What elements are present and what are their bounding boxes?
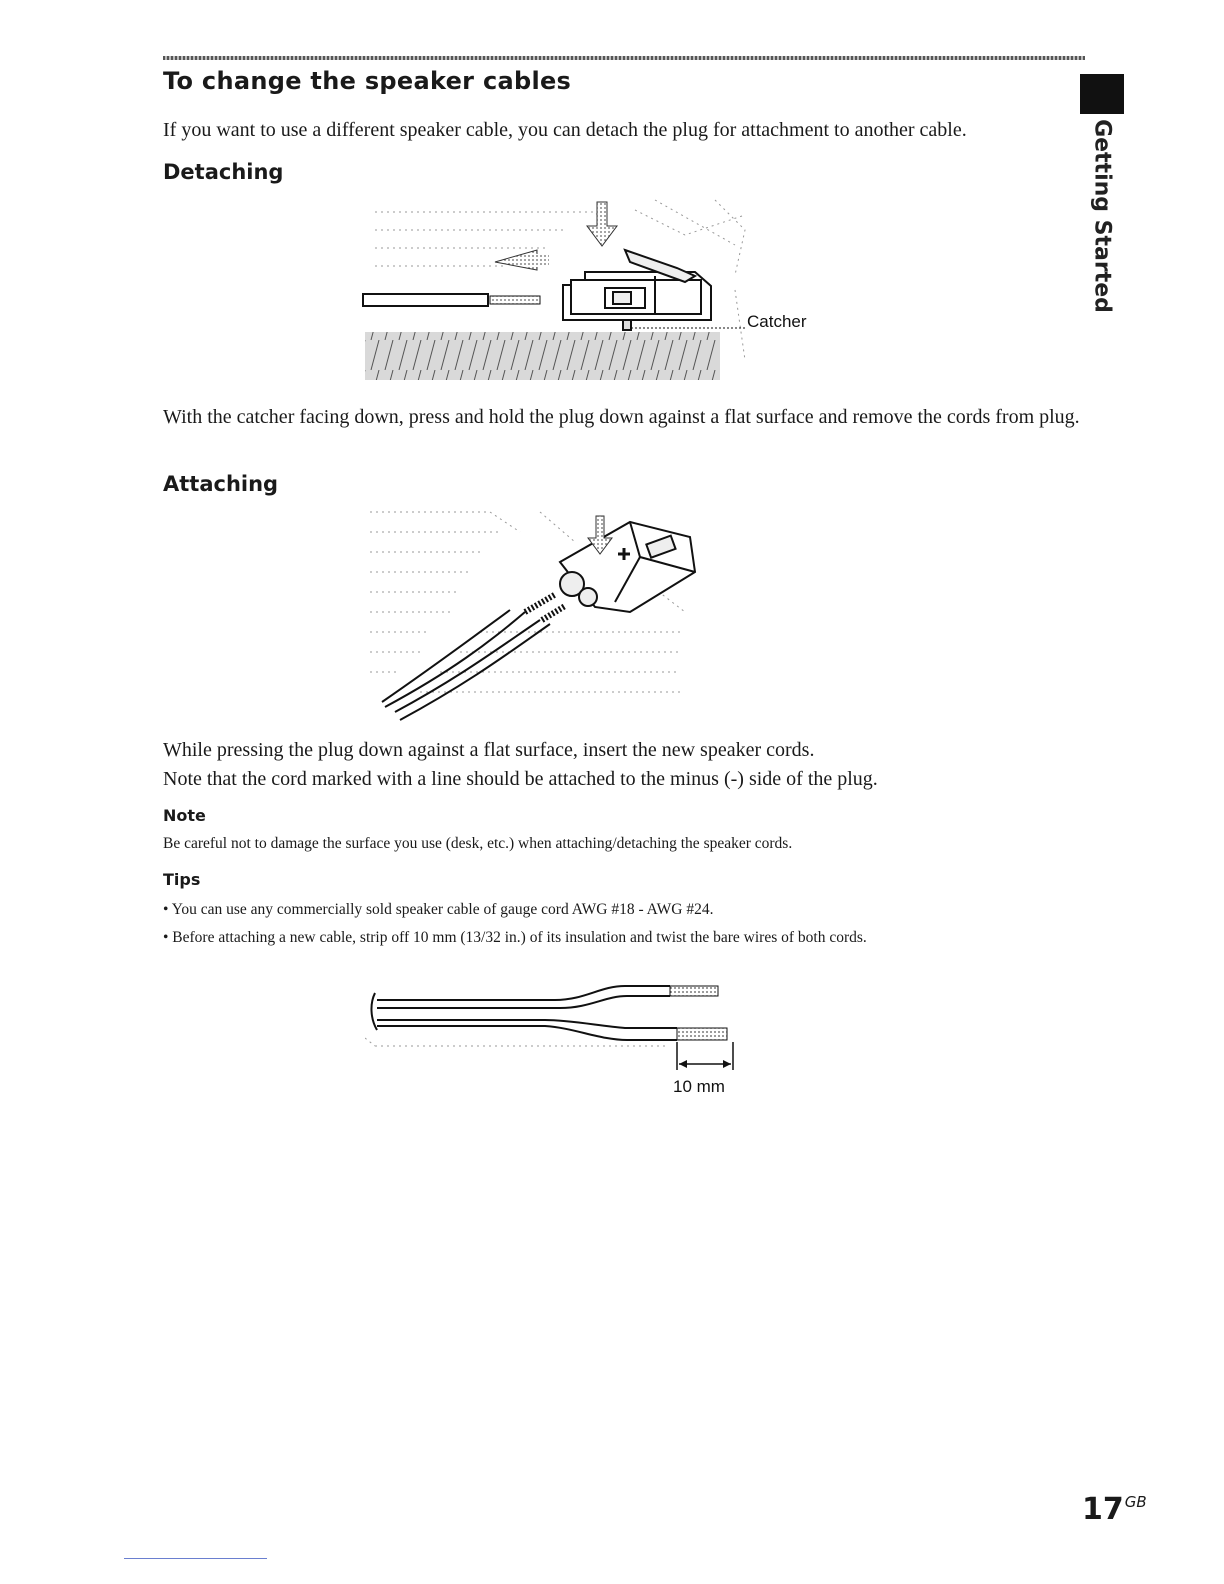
note-text: Be careful not to damage the surface you use (desk, etc.) when attaching/detaching the speaker cords. xyxy=(163,835,793,852)
footer-rule xyxy=(124,1558,267,1559)
attaching-text-1: While pressing the plug down against a flat surface, insert the new speaker cords. xyxy=(163,739,815,761)
attaching-heading: Attaching xyxy=(163,472,279,496)
catcher-label: Catcher xyxy=(747,312,807,331)
flat-surface xyxy=(365,332,720,380)
speaker-cable xyxy=(363,294,488,306)
note-heading: Note xyxy=(163,806,206,825)
attaching-text-2: Note that the cord marked with a line should be attached to the minus (-) side of the plug. xyxy=(163,768,878,790)
cable-cords xyxy=(371,986,677,1040)
bare-wire-top xyxy=(670,986,718,996)
dimension-label: 10 mm xyxy=(673,1077,725,1096)
page-number: $17^{GB}$ xyxy=(1082,1492,1147,1527)
intro-text: If you want to use a different speaker cable, you can detach the plug for attachment to another cable. xyxy=(163,119,967,141)
tips-item-2: • Before attaching a new cable, strip off 10 mm (13/32 in.) of its insulation and twist the bare wires of both cords. xyxy=(163,929,867,946)
tips-item-1: • You can use any commercially sold speaker cable of gauge cord AWG #18 - AWG #24. xyxy=(163,901,714,918)
attaching-illustration xyxy=(360,502,700,724)
detaching-text: With the catcher facing down, press and hold the plug down against a flat surface and remove the cords from plug. xyxy=(163,406,1080,428)
pull-arrow xyxy=(495,250,537,270)
stripped-cable-illustration xyxy=(365,978,740,1098)
side-tab-label: Getting Started xyxy=(1089,119,1115,313)
bare-wire-bottom xyxy=(677,1028,727,1040)
section-tab-marker xyxy=(1080,74,1124,114)
plug xyxy=(563,250,711,330)
detaching-heading: Detaching xyxy=(163,160,284,184)
speaker-cords xyxy=(382,610,550,720)
top-rule xyxy=(163,56,1085,60)
tips-heading: Tips xyxy=(163,870,201,889)
bare-wire xyxy=(490,296,540,304)
detaching-illustration xyxy=(355,190,835,385)
section-title: To change the speaker cables xyxy=(163,67,572,95)
press-arrow xyxy=(587,202,617,246)
plug xyxy=(560,522,695,612)
